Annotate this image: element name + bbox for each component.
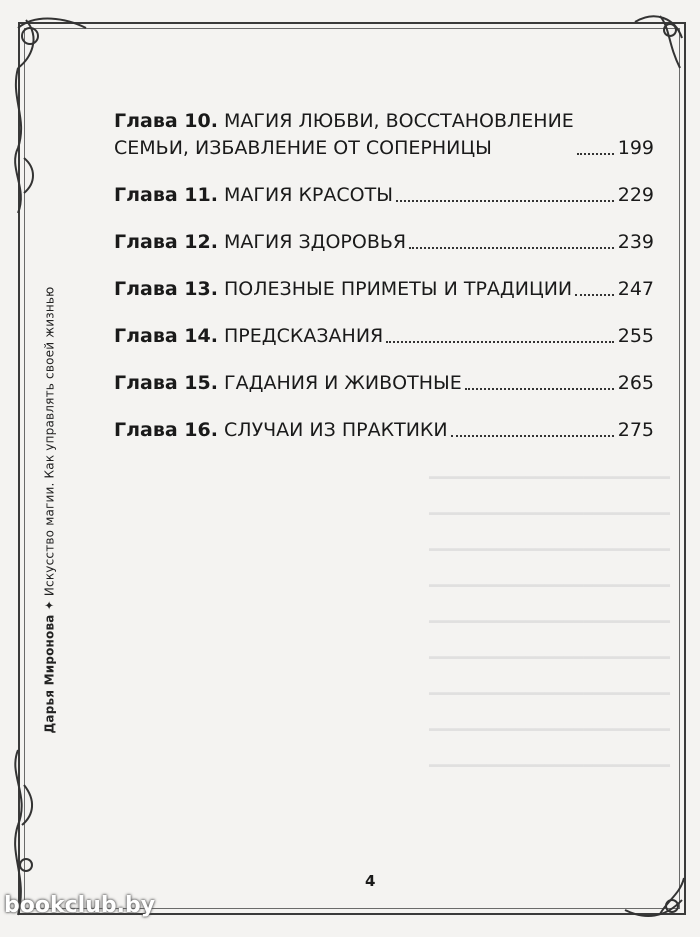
toc-chapter-title-line2: СЕМЬИ, ИЗБАВЛЕНИЕ ОТ СОПЕРНИЦЫ xyxy=(114,137,492,159)
toc-entry-text xyxy=(114,182,393,209)
toc-entry xyxy=(114,182,654,209)
toc-chapter-label: Глава 12. xyxy=(114,231,218,253)
toc-chapter-title: ПОЛЕЗНЫЕ ПРИМЕТЫ И ТРАДИЦИИ xyxy=(224,278,573,300)
table-of-contents xyxy=(114,108,654,464)
spine-title: Искусство магии. Как управлять своей жизнью xyxy=(42,286,57,597)
toc-chapter-title: МАГИЯ КРАСОТЫ xyxy=(224,184,393,206)
site-watermark: bookclub.by xyxy=(4,893,156,918)
toc-entry xyxy=(114,417,654,444)
toc-chapter-label: Глава 16. xyxy=(114,419,218,441)
show-through-text: ━━━━━━━━━━━━━━━━━━━━━━━━━ ━━━━━━━━━━━━━━━━━━━━━━━━━ ━━━━━━━━━━━━━━━━━━━━━━━━━ ━━━━━━━━━━━━━━━━━━━━━━━━━ ━━━━━━━━━━━━━━━━━━━━━━━━━ ━━━━━━━━━━━━━━━━━━━━━━━━━ ━━━━━━━━━━━━━━━━━━━━━━━━━ ━━━━━━━━━━━━━━━━━━━━━━━━━ ━━━━━━━━━━━━━━━━━━━━━━━━━ xyxy=(429,468,670,775)
toc-chapter-label: Глава 15. xyxy=(114,372,218,394)
toc-leader xyxy=(465,388,614,390)
toc-page-number: 255 xyxy=(617,325,654,347)
toc-entry xyxy=(114,108,654,162)
toc-leader xyxy=(451,435,614,437)
spine-separator: ✦ xyxy=(42,600,57,611)
toc-page-number: 199 xyxy=(617,137,654,159)
toc-chapter-label: Глава 14. xyxy=(114,325,218,347)
toc-page-number: 229 xyxy=(617,184,654,206)
toc-entry xyxy=(114,276,654,303)
spine-text xyxy=(42,287,56,734)
toc-entry-text xyxy=(114,229,406,256)
toc-page-number: 247 xyxy=(617,278,654,300)
toc-entry-text xyxy=(114,276,572,303)
toc-leader xyxy=(577,153,614,155)
spine-author: Дарья Миронова xyxy=(42,614,57,734)
toc-entry-text xyxy=(114,108,574,162)
toc-leader xyxy=(396,200,614,202)
toc-entry-text xyxy=(114,323,383,350)
folio-page-number: 4 xyxy=(365,872,376,890)
toc-leader xyxy=(575,294,614,296)
running-spine xyxy=(36,240,62,780)
toc-entry xyxy=(114,323,654,350)
toc-chapter-title: МАГИЯ ЗДОРОВЬЯ xyxy=(224,231,407,253)
toc-chapter-title: ГАДАНИЯ И ЖИВОТНЫЕ xyxy=(224,372,462,394)
toc-chapter-label: Глава 13. xyxy=(114,278,218,300)
ornament-top-right-icon xyxy=(630,8,690,78)
toc-entry xyxy=(114,229,654,256)
toc-entry xyxy=(114,370,654,397)
toc-entry-text xyxy=(114,370,462,397)
toc-page-number: 265 xyxy=(617,372,654,394)
toc-chapter-title: ПРЕДСКАЗАНИЯ xyxy=(224,325,384,347)
toc-chapter-title: МАГИЯ ЛЮБВИ, ВОССТАНОВЛЕНИЕ xyxy=(224,110,574,132)
toc-leader xyxy=(386,341,613,343)
toc-page-number: 275 xyxy=(617,419,654,441)
toc-entry-text xyxy=(114,417,448,444)
toc-chapter-label: Глава 11. xyxy=(114,184,218,206)
toc-leader xyxy=(409,247,614,249)
toc-page-number: 239 xyxy=(617,231,654,253)
toc-chapter-title: СЛУЧАИ ИЗ ПРАКТИКИ xyxy=(224,419,448,441)
toc-chapter-label: Глава 10. xyxy=(114,110,218,132)
ornament-bottom-right-icon xyxy=(620,870,690,930)
ornament-top-left-icon xyxy=(6,8,96,218)
